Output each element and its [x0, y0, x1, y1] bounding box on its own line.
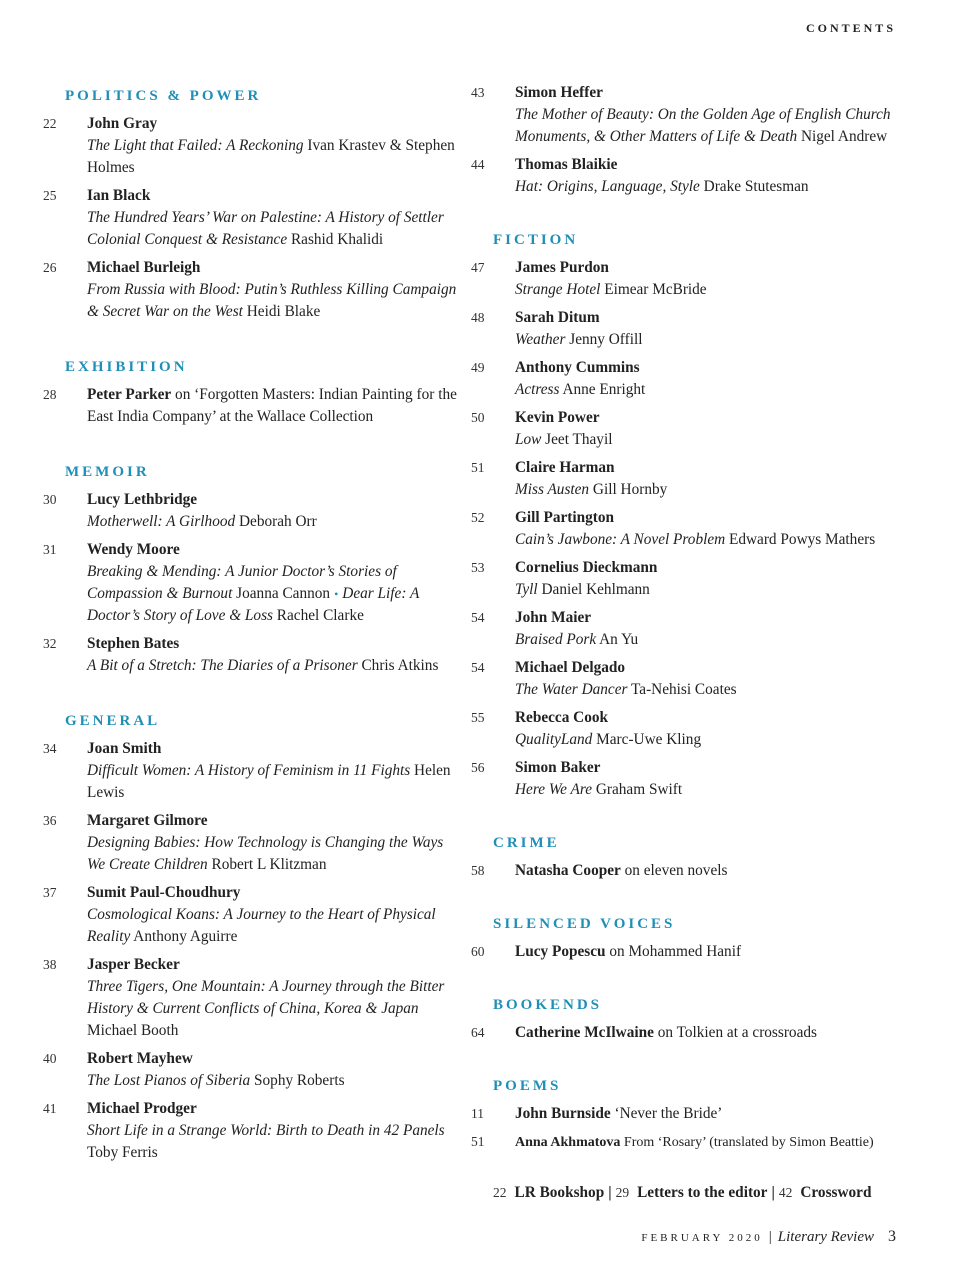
entry-line — [471, 657, 913, 679]
entry-line — [471, 1103, 913, 1125]
toc-entry — [43, 185, 465, 251]
section-heading: SILENCED VOICES — [493, 916, 676, 932]
book-title: QualityLand — [515, 731, 593, 748]
book-author: Anne Enright — [559, 381, 646, 398]
magazine-name: Literary Review — [777, 1229, 874, 1245]
entry-detail — [493, 379, 913, 401]
reviewer-name: Peter Parker — [87, 386, 172, 403]
page-ref: 37 — [43, 885, 57, 900]
book-author: Helen Lewis — [87, 762, 451, 801]
entry-line — [471, 507, 913, 529]
book-author: Daniel Kehlmann — [537, 581, 650, 598]
entry-line — [471, 407, 913, 429]
book-title: Hat: Origins, Language, Style — [515, 178, 700, 195]
reviewer-name: Michael Burleigh — [87, 259, 201, 276]
page-ref: 43 — [471, 85, 485, 100]
entry-line — [471, 707, 913, 729]
book-author: Toby Ferris — [87, 1144, 158, 1161]
entry-detail — [493, 329, 913, 351]
reviewer-name: Rebecca Cook — [515, 709, 609, 726]
reviewer-name: Anna Akhmatova — [515, 1135, 621, 1150]
book-title: From Russia with Blood: Putin’s Ruthless Killing Campaign & Secret War on the West — [87, 281, 457, 320]
entry-subject: on ‘Forgotten Masters: Indian Painting for the East India Company’ at the Wallace Collection — [87, 386, 457, 425]
section-heading: BOOKENDS — [493, 997, 603, 1013]
entry-detail — [65, 904, 465, 948]
entry-line — [471, 357, 913, 379]
entry-line — [471, 82, 913, 104]
book-title: Weather — [515, 331, 566, 348]
toc-entry — [471, 757, 913, 801]
book-title: The Hundred Years’ War on Palestine: A History of Settler Colonial Conquest & Resistance — [87, 209, 444, 248]
entry-detail — [65, 207, 465, 251]
section — [471, 232, 913, 801]
entry-line — [471, 257, 913, 279]
book-author: Drake Stutesman — [699, 178, 809, 195]
entry-detail — [65, 511, 465, 533]
book-author: Rashid Khalidi — [287, 231, 384, 248]
book-author: Ta-Nehisi Coates — [627, 681, 737, 698]
section-heading: POLITICS & POWER — [65, 88, 262, 104]
section — [471, 997, 913, 1044]
entry-line — [43, 882, 465, 904]
reviewer-name: Sarah Ditum — [515, 309, 600, 326]
entry-detail — [65, 832, 465, 876]
book-title: The Water Dancer — [515, 681, 628, 698]
page-ref: 54 — [471, 660, 485, 675]
entry-line — [43, 954, 465, 976]
page-ref: 22 — [493, 1185, 507, 1200]
reviewer-name: Lucy Popescu — [515, 943, 606, 960]
entry-subject: on Tolkien at a crossroads — [653, 1024, 817, 1041]
book-title: Breaking & Mending: A Junior Doctor’s Stories of Compassion & Burnout — [87, 563, 397, 602]
toc-entry — [471, 507, 913, 551]
reviewer-name: Sumit Paul-Choudhury — [87, 884, 241, 901]
book-author: Jeet Thayil — [541, 431, 613, 448]
toc-entry — [471, 407, 913, 451]
issue-date: FEBRUARY 2020 — [641, 1232, 763, 1244]
page-ref: 32 — [43, 636, 57, 651]
book-title: The Mother of Beauty: On the Golden Age of English Church Monuments, & Other Matters of Life & Death — [515, 106, 891, 145]
toc-entry — [471, 607, 913, 651]
book-title: Short Life in a Strange World: Birth to Death in 42 Panels — [87, 1122, 445, 1139]
reviewer-name: Simon Baker — [515, 759, 601, 776]
misc-separator: | — [608, 1184, 612, 1201]
page-ref: 54 — [471, 610, 485, 625]
book-author: Nigel Andrew — [797, 128, 888, 145]
entry-detail — [65, 1120, 465, 1164]
entry-line — [43, 185, 465, 207]
entry-detail — [493, 529, 913, 551]
section — [43, 713, 465, 1164]
toc-entry — [471, 82, 913, 148]
toc-entry — [43, 489, 465, 533]
reviewer-name: Anthony Cummins — [515, 359, 640, 376]
toc-entry — [471, 707, 913, 751]
entry-line — [471, 860, 913, 882]
entry-detail — [493, 279, 913, 301]
page-ref: 58 — [471, 863, 485, 878]
reviewer-name: Cornelius Dieckmann — [515, 559, 658, 576]
toc-entry — [471, 1131, 913, 1154]
book-title: Low — [515, 431, 542, 448]
page-number: 3 — [888, 1228, 896, 1245]
entry-line — [43, 810, 465, 832]
book-author: Eimear McBride — [600, 281, 707, 298]
entry-line — [471, 1131, 913, 1154]
toc-entry — [43, 954, 465, 1042]
reviewer-name: John Gray — [87, 115, 158, 132]
misc-item: Crossword — [800, 1184, 872, 1201]
book-title: The Light that Failed: A Reckoning — [87, 137, 304, 154]
reviewer-name: Catherine McIlwaine — [515, 1024, 654, 1041]
book-author: Marc-Uwe Kling — [592, 731, 702, 748]
page-ref: 42 — [778, 1185, 793, 1200]
section-heading: GENERAL — [65, 713, 161, 729]
page-ref: 11 — [471, 1106, 484, 1121]
entry-line — [471, 1022, 913, 1044]
reviewer-name: Michael Prodger — [87, 1100, 197, 1117]
entry-line — [43, 384, 465, 428]
book-title: Cain’s Jawbone: A Novel Problem — [515, 531, 726, 548]
left-column — [43, 88, 465, 1170]
book-author: Joanna Cannon — [232, 585, 331, 602]
entry-detail — [493, 729, 913, 751]
entry-line — [471, 941, 913, 963]
book-title: Cosmological Koans: A Journey to the Heart of Physical Reality — [87, 906, 436, 945]
entry-detail — [65, 655, 465, 677]
book-author: Edward Powys Mathers — [725, 531, 876, 548]
toc-entry — [471, 357, 913, 401]
toc-entry — [471, 307, 913, 351]
page-ref: 29 — [615, 1185, 630, 1200]
book-title: Three Tigers, One Mountain: A Journey through the Bitter History & Current Conflicts of China, Korea & Japan — [87, 978, 445, 1017]
reviewer-name: Thomas Blaikie — [515, 156, 618, 173]
page-ref: 49 — [471, 360, 485, 375]
book-title: Braised Pork — [515, 631, 597, 648]
toc-entry — [471, 457, 913, 501]
page-ref: 26 — [43, 260, 57, 275]
entry-detail — [493, 429, 913, 451]
reviewer-name: Wendy Moore — [87, 541, 180, 558]
page-ref: 47 — [471, 260, 485, 275]
page-ref: 64 — [471, 1025, 485, 1040]
page-ref: 51 — [471, 1134, 485, 1149]
footer-separator: | — [768, 1229, 772, 1245]
toc-entry — [471, 1022, 913, 1044]
section — [471, 835, 913, 882]
entry-detail — [65, 976, 465, 1042]
book-title: Dear Life: A Doctor’s Story of Love & Loss — [87, 585, 420, 624]
section — [471, 916, 913, 963]
section — [471, 82, 913, 198]
book-title: Difficult Women: A History of Feminism in 11 Fights — [87, 762, 411, 779]
section — [43, 464, 465, 677]
book-author: Robert L Klitzman — [207, 856, 327, 873]
misc-item: LR Bookshop — [514, 1184, 605, 1201]
toc-entry — [43, 257, 465, 323]
toc-entry — [43, 1098, 465, 1164]
book-title: Actress — [515, 381, 560, 398]
page-ref: 36 — [43, 813, 57, 828]
section — [43, 359, 465, 428]
section-heading: POEMS — [493, 1078, 562, 1094]
entry-line — [471, 557, 913, 579]
book-author: Anthony Aguirre — [130, 928, 238, 945]
toc-entry — [471, 657, 913, 701]
book-title: The Lost Pianos of Siberia — [87, 1072, 251, 1089]
entry-line — [43, 489, 465, 511]
entry-subject: on Mohammed Hanif — [605, 943, 742, 960]
toc-entry — [43, 738, 465, 804]
page-ref: 40 — [43, 1051, 57, 1066]
reviewer-name: Joan Smith — [87, 740, 162, 757]
entry-detail — [493, 479, 913, 501]
page-ref: 60 — [471, 944, 485, 959]
book-author: Sophy Roberts — [250, 1072, 345, 1089]
book-title: Strange Hotel — [515, 281, 601, 298]
page-ref: 44 — [471, 157, 485, 172]
reviewer-name: Claire Harman — [515, 459, 615, 476]
entry-detail — [493, 679, 913, 701]
book-author: Rachel Clarke — [272, 607, 364, 624]
entry-line — [43, 633, 465, 655]
page-ref: 38 — [43, 957, 57, 972]
toc-entry — [471, 860, 913, 882]
book-author: Jenny Offill — [565, 331, 643, 348]
entry-subject: ‘Never the Bride’ — [610, 1105, 723, 1122]
book-author: Chris Atkins — [357, 657, 439, 674]
entry-detail — [65, 561, 465, 627]
entry-line — [43, 539, 465, 561]
page-ref: 28 — [43, 387, 57, 402]
toc-entry — [471, 941, 913, 963]
reviewer-name: Robert Mayhew — [87, 1050, 193, 1067]
page-ref: 30 — [43, 492, 57, 507]
toc-entry — [43, 539, 465, 627]
page-ref: 55 — [471, 710, 485, 725]
toc-entry — [43, 633, 465, 677]
toc-entry — [43, 384, 465, 428]
reviewer-name: Jasper Becker — [87, 956, 180, 973]
reviewer-name: Lucy Lethbridge — [87, 491, 198, 508]
page-ref: 50 — [471, 410, 485, 425]
reviewer-name: Margaret Gilmore — [87, 812, 208, 829]
entry-detail — [65, 760, 465, 804]
book-author: Michael Booth — [87, 1022, 179, 1039]
page-ref: 25 — [43, 188, 57, 203]
entry-line — [43, 738, 465, 760]
entry-detail — [493, 104, 913, 148]
page-footer — [641, 1228, 896, 1246]
reviewer-name: Stephen Bates — [87, 635, 180, 652]
book-title: Tyll — [515, 581, 538, 598]
book-title: Here We Are — [515, 781, 593, 798]
book-author: An Yu — [596, 631, 639, 648]
toc-entry — [43, 1048, 465, 1092]
entry-line — [43, 113, 465, 135]
page-ref: 56 — [471, 760, 485, 775]
misc-links — [493, 1182, 913, 1204]
page-ref: 48 — [471, 310, 485, 325]
toc-entry — [471, 557, 913, 601]
reviewer-name: Ian Black — [87, 187, 151, 204]
reviewer-name: Simon Heffer — [515, 84, 603, 101]
toc-entry — [43, 882, 465, 948]
book-author: Ivan Krastev & Stephen Holmes — [87, 137, 455, 176]
reviewer-name: Gill Partington — [515, 509, 615, 526]
entry-line — [43, 257, 465, 279]
toc-entry — [43, 810, 465, 876]
entry-detail — [65, 135, 465, 179]
toc-entry — [471, 257, 913, 301]
section-heading: MEMOIR — [65, 464, 150, 480]
entry-line — [471, 457, 913, 479]
toc-entry — [43, 113, 465, 179]
entry-subject: From ‘Rosary’ (translated by Simon Beattie) — [620, 1135, 874, 1150]
entry-detail — [65, 1070, 465, 1092]
entry-line — [471, 757, 913, 779]
section — [43, 88, 465, 323]
book-author: Gill Hornby — [589, 481, 668, 498]
entry-detail — [65, 279, 465, 323]
reviewer-name: John Burnside — [515, 1105, 611, 1122]
book-author: Deborah Orr — [235, 513, 317, 530]
page-ref: 52 — [471, 510, 485, 525]
book-title: Motherwell: A Girlhood — [87, 513, 236, 530]
page-ref: 34 — [43, 741, 57, 756]
section-heading: EXHIBITION — [65, 359, 188, 375]
page-ref: 31 — [43, 542, 57, 557]
book-title: Miss Austen — [515, 481, 590, 498]
page-ref: 53 — [471, 560, 485, 575]
entry-line — [471, 154, 913, 176]
reviewer-name: John Maier — [515, 609, 592, 626]
page-ref: 41 — [43, 1101, 57, 1116]
page-ref: 22 — [43, 116, 57, 131]
toc-entry — [471, 1103, 913, 1125]
section-heading: CRIME — [493, 835, 560, 851]
entry-detail — [493, 176, 913, 198]
entry-subject: on eleven novels — [620, 862, 728, 879]
entry-line — [43, 1098, 465, 1120]
book-author: Heidi Blake — [242, 303, 321, 320]
misc-item: Letters to the editor — [637, 1184, 768, 1201]
page-ref: 51 — [471, 460, 485, 475]
reviewer-name: Kevin Power — [515, 409, 600, 426]
book-author: Graham Swift — [592, 781, 683, 798]
right-column — [471, 82, 913, 1204]
section — [471, 1078, 913, 1154]
bullet-separator: • — [334, 587, 339, 601]
contents-label: CONTENTS — [805, 21, 896, 35]
entry-detail — [493, 629, 913, 651]
entry-line — [471, 307, 913, 329]
book-title: Designing Babies: How Technology is Changing the Ways We Create Children — [87, 834, 444, 873]
entry-line — [43, 1048, 465, 1070]
entry-detail — [493, 579, 913, 601]
entry-detail — [493, 779, 913, 801]
reviewer-name: James Purdon — [515, 259, 609, 276]
reviewer-name: Michael Delgado — [515, 659, 626, 676]
section-heading: FICTION — [493, 232, 579, 248]
misc-separator: | — [771, 1184, 775, 1201]
reviewer-name: Natasha Cooper — [515, 862, 621, 879]
book-title: A Bit of a Stretch: The Diaries of a Prisoner — [87, 657, 358, 674]
entry-line — [471, 607, 913, 629]
toc-entry — [471, 154, 913, 198]
